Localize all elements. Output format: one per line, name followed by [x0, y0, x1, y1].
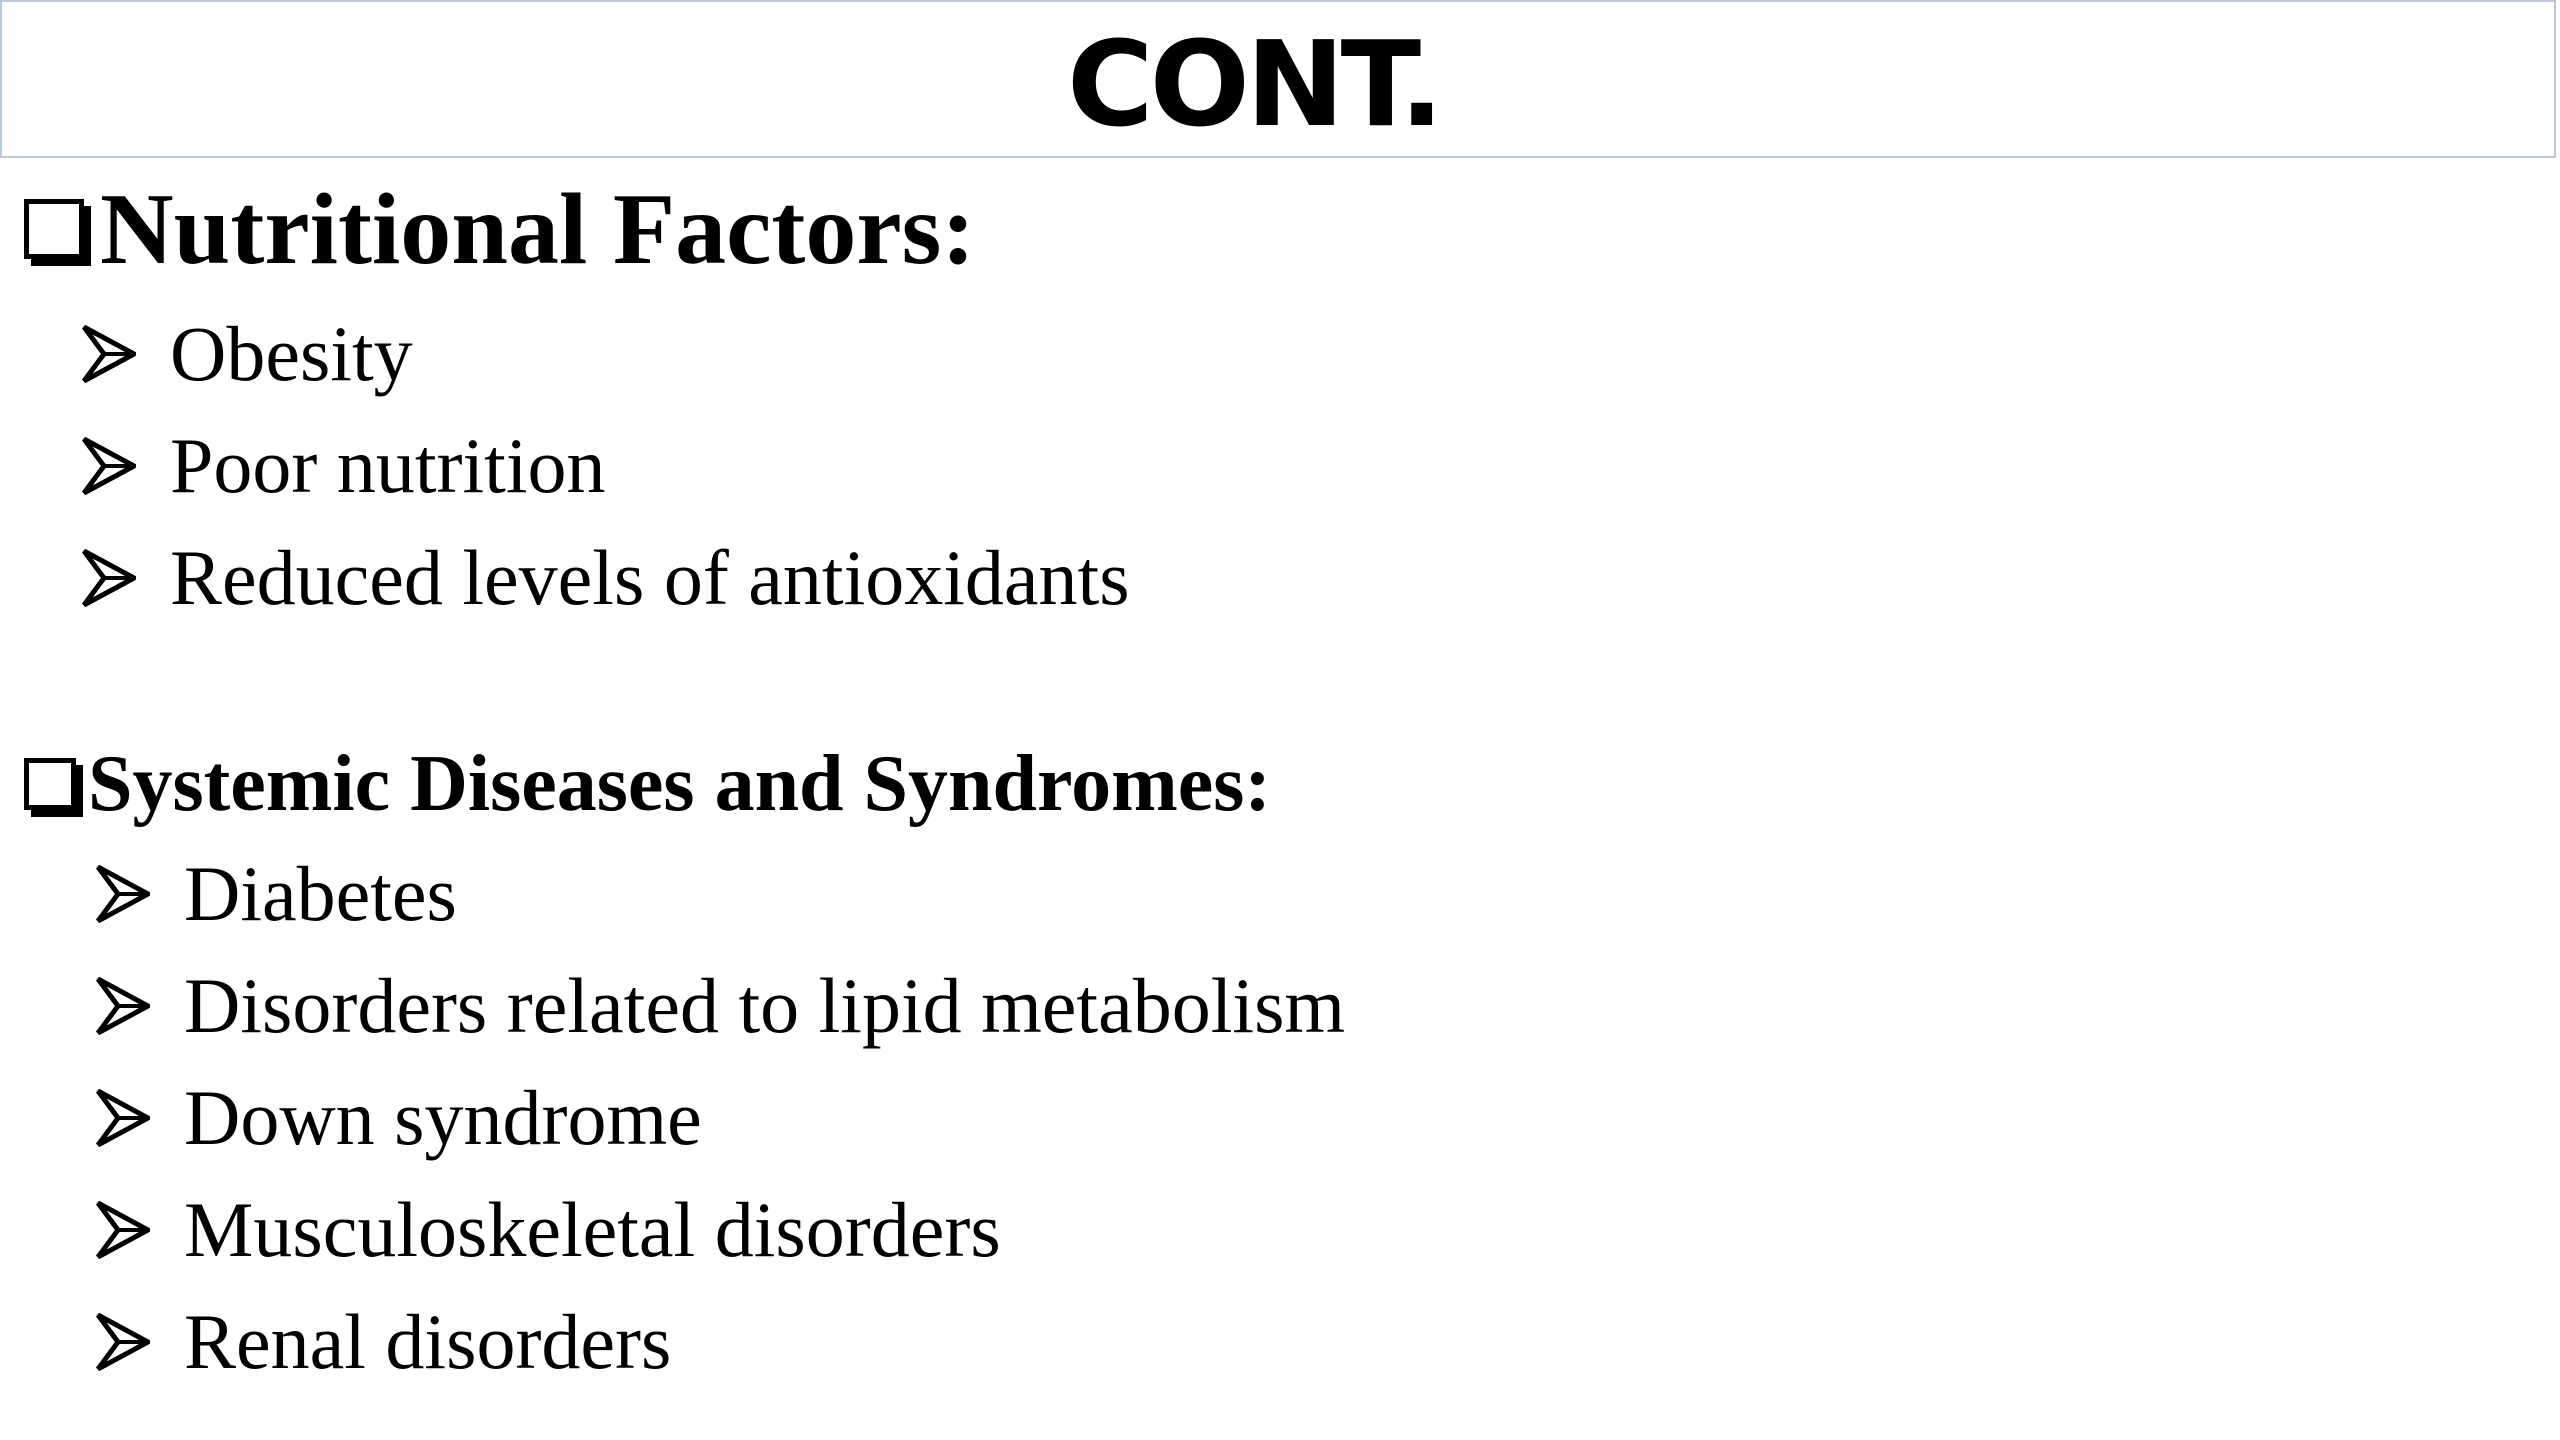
list-item-text: Obesity — [170, 310, 413, 397]
checkbox-square-icon — [24, 758, 76, 810]
checkbox-square-icon — [24, 199, 84, 259]
title-box — [0, 0, 2556, 158]
section-heading-nutritional — [24, 174, 975, 284]
list-item — [96, 838, 1345, 950]
list-item-text: Diabetes — [184, 850, 457, 937]
list-item-text: Down syndrome — [184, 1074, 702, 1161]
slide-title: CONT. — [1067, 15, 1441, 153]
list-item — [96, 1062, 1345, 1174]
list-item — [96, 950, 1345, 1062]
arrow-right-icon — [96, 1201, 150, 1259]
list-item — [96, 1174, 1345, 1286]
arrow-right-icon — [82, 549, 136, 607]
section-heading-label: Nutritional Factors: — [100, 172, 976, 286]
arrow-right-icon — [96, 1089, 150, 1147]
list-item — [96, 1286, 1345, 1398]
list-item — [82, 298, 1130, 410]
list-item-text: Poor nutrition — [170, 422, 606, 509]
section-heading-label: Systemic Diseases and Syndromes: — [88, 739, 1272, 828]
systemic-diseases-list — [96, 838, 1345, 1398]
arrow-right-icon — [82, 325, 136, 383]
list-item — [82, 410, 1130, 522]
arrow-right-icon — [96, 977, 150, 1035]
list-item-text: Reduced levels of antioxidants — [170, 534, 1130, 621]
nutritional-factors-list — [82, 298, 1130, 634]
arrow-right-icon — [96, 865, 150, 923]
arrow-right-icon — [82, 437, 136, 495]
list-item-text: Musculoskeletal disorders — [184, 1186, 1001, 1273]
section-heading-systemic — [24, 736, 1271, 832]
list-item-text: Disorders related to lipid metabolism — [184, 962, 1346, 1049]
arrow-right-icon — [96, 1313, 150, 1371]
list-item — [82, 522, 1130, 634]
list-item-text: Renal disorders — [184, 1298, 672, 1385]
